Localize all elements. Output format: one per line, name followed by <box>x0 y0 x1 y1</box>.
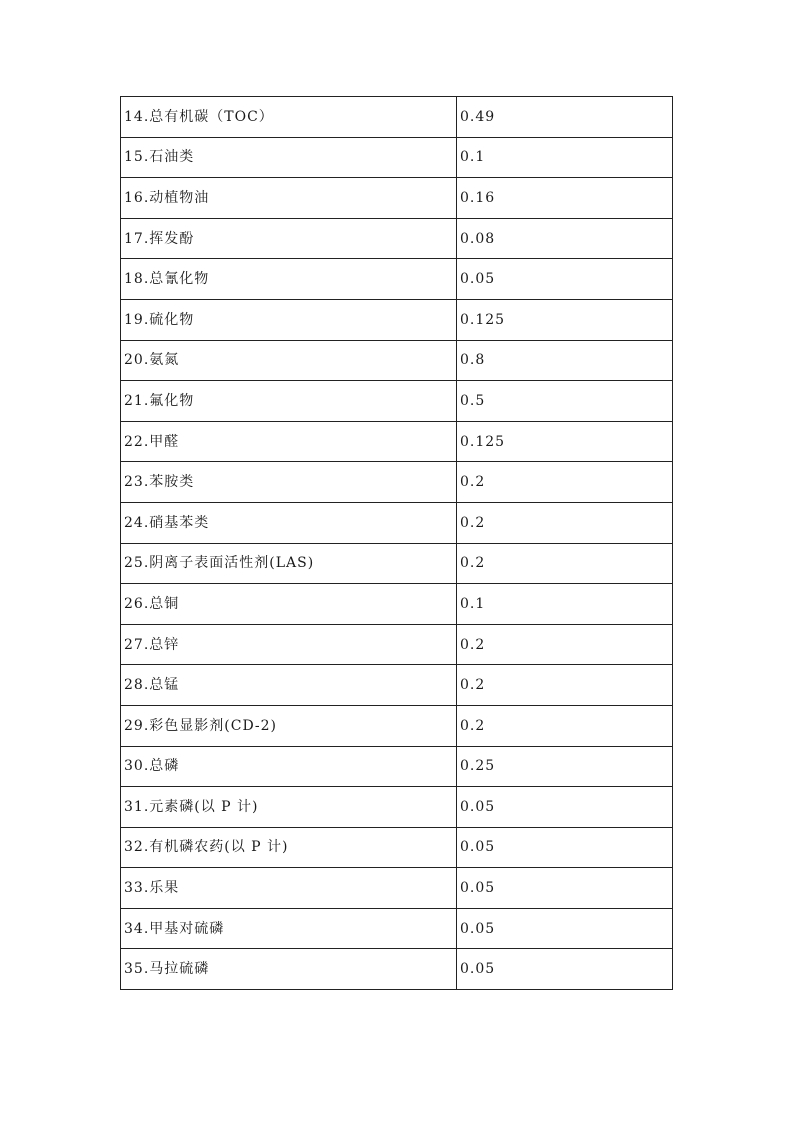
table-row <box>121 299 673 340</box>
pollutant-name-cell: 15.石油类 <box>121 137 457 178</box>
pollutant-name-cell: 21.氟化物 <box>121 381 457 422</box>
pollutant-name-cell: 16.动植物油 <box>121 178 457 219</box>
limit-value-cell: 0.2 <box>457 624 673 665</box>
pollutant-name-cell: 34.甲基对硫磷 <box>121 908 457 949</box>
table-row <box>121 543 673 584</box>
limit-value-cell: 0.125 <box>457 299 673 340</box>
limit-value-cell: 0.25 <box>457 746 673 787</box>
pollutant-name-cell: 31.元素磷(以 P 计) <box>121 787 457 828</box>
limit-value-cell: 0.5 <box>457 381 673 422</box>
table-row <box>121 421 673 462</box>
pollutant-name-cell: 26.总铜 <box>121 584 457 625</box>
pollutant-name-cell: 24.硝基苯类 <box>121 502 457 543</box>
pollutant-name-cell: 17.挥发酚 <box>121 218 457 259</box>
table-row <box>121 462 673 503</box>
limit-value-cell: 0.08 <box>457 218 673 259</box>
limit-value-cell: 0.05 <box>457 259 673 300</box>
table-row <box>121 908 673 949</box>
pollutant-name-cell: 29.彩色显影剂(CD-2) <box>121 705 457 746</box>
pollutant-name-cell: 25.阴离子表面活性剂(LAS) <box>121 543 457 584</box>
limit-value-cell: 0.05 <box>457 949 673 990</box>
pollutant-name-cell: 33.乐果 <box>121 868 457 909</box>
pollutant-name-cell: 22.甲醛 <box>121 421 457 462</box>
pollutant-name-cell: 35.马拉硫磷 <box>121 949 457 990</box>
pollutant-name-cell: 14.总有机碳（TOC） <box>121 97 457 138</box>
table-row <box>121 624 673 665</box>
limit-value-cell: 0.8 <box>457 340 673 381</box>
table-row <box>121 218 673 259</box>
table-row <box>121 868 673 909</box>
table-row <box>121 787 673 828</box>
table-row <box>121 178 673 219</box>
pollutant-name-cell: 19.硫化物 <box>121 299 457 340</box>
table-row <box>121 746 673 787</box>
table-row <box>121 97 673 138</box>
pollutant-name-cell: 30.总磷 <box>121 746 457 787</box>
pollutant-name-cell: 20.氨氮 <box>121 340 457 381</box>
limit-value-cell: 0.16 <box>457 178 673 219</box>
table-row <box>121 381 673 422</box>
table-row <box>121 502 673 543</box>
limit-value-cell: 0.49 <box>457 97 673 138</box>
table-row <box>121 827 673 868</box>
table-row <box>121 705 673 746</box>
pollutant-name-cell: 28.总锰 <box>121 665 457 706</box>
pollutant-table <box>120 96 673 990</box>
limit-value-cell: 0.2 <box>457 665 673 706</box>
table-row <box>121 665 673 706</box>
limit-value-cell: 0.1 <box>457 137 673 178</box>
pollutant-name-cell: 32.有机磷农药(以 P 计) <box>121 827 457 868</box>
limit-value-cell: 0.05 <box>457 787 673 828</box>
table-row <box>121 340 673 381</box>
limit-value-cell: 0.125 <box>457 421 673 462</box>
pollutant-name-cell: 23.苯胺类 <box>121 462 457 503</box>
table-row <box>121 949 673 990</box>
limit-value-cell: 0.2 <box>457 705 673 746</box>
pollutant-name-cell: 27.总锌 <box>121 624 457 665</box>
pollutant-name-cell: 18.总氰化物 <box>121 259 457 300</box>
table-row <box>121 259 673 300</box>
table-row <box>121 137 673 178</box>
limit-value-cell: 0.05 <box>457 908 673 949</box>
limit-value-cell: 0.2 <box>457 543 673 584</box>
table-row <box>121 584 673 625</box>
limit-value-cell: 0.2 <box>457 462 673 503</box>
limit-value-cell: 0.1 <box>457 584 673 625</box>
limit-value-cell: 0.05 <box>457 868 673 909</box>
limit-value-cell: 0.2 <box>457 502 673 543</box>
limit-value-cell: 0.05 <box>457 827 673 868</box>
table-body <box>121 97 673 990</box>
